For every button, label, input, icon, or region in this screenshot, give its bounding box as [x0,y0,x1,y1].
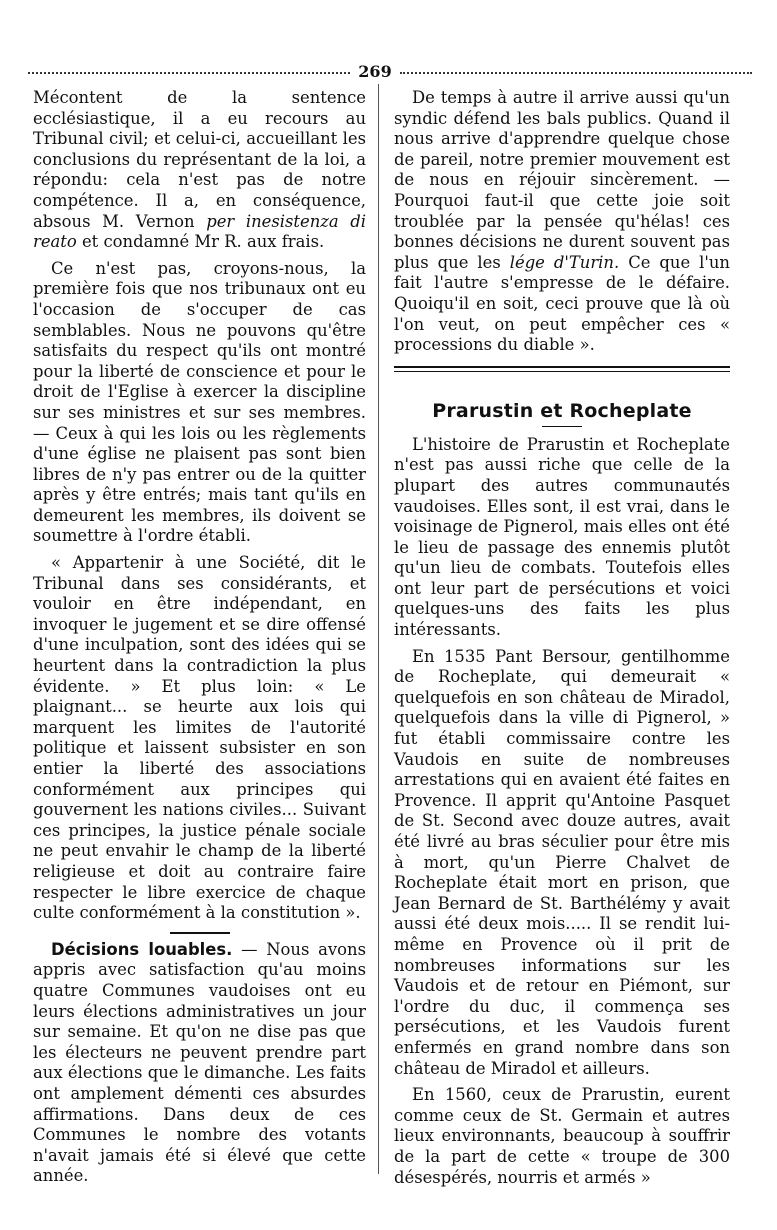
article-separator [170,932,230,934]
article-paragraph: En 1560, ceux de Prarustin, eurent comme ceux de St. Germain et autres lieux environnants, beaucoup à souffrir de la part de cette « troupe de 300 désespérés, nourris et armés » [394,1085,730,1187]
header-ornament-right [400,72,752,74]
article-paragraph: Ce n'est pas, croyons-nous, la première fois que nos tribunaux ont eu l'occasion de s'occuper de cas semblables. Nous ne pouvons qu'être satisfaits du respect qu'ils ont montré pour la liberté de conscience et pour le droit de l'Eglise à exercer la discipline sur ses ministres et sur ses membres. — Ceux à qui les lois ou les règlements d'une église ne plaisent pas sont bien libres de n'y pas entrer ou de la quitter après y être entrés; mais tant qu'ils en demeurent les membres, ils doivent se soumettre à l'ordre établi. [33,258,366,546]
article-paragraph: De temps à autre il arrive aussi qu'un syndic défend les bals publics. Quand il nous arrive d'apprendre quelque chose de pareil, notre premier mouvement est de nous en réjouir sincèrement. — Pourquoi faut-il que cette joie soit troublée par la pensée qu'hélas! ces bonnes décisions ne durent souvent pas plus que les lége d'Turin. Ce que l'un fait l'autre s'empresse de le défaire. Quoiqu'il en soit, ceci prouve que là où l'on veut, on peut empêcher ces « processions du diable ». [394,88,730,355]
runin-heading: Décisions louables. [51,939,233,959]
page-number: 269 [358,62,392,81]
header-ornament-left [28,72,350,74]
section-separator [394,366,730,372]
column-divider [378,84,379,1174]
article-paragraph: En 1535 Pant Bersour, gentilhomme de Rocheplate, qui demeurait « quelquefois en son château de Miradol, quelquefois dans la ville di Pignerol, » fut établi commissaire contre les Vaudois en suite de nombreuses arrestations qui en avaient été faites en Provence. Il apprit qu'Antoine Pasquet de St. Second avec douze autres, avait été livré au bras séculier pour être mis à mort, qu'un Pierre Chalvet de Rocheplate était mort en prison, que Jean Bernard de St. Barthélémy y avait aussi été deux mois..... Il se rendit lui-même en Provence où il prit de nombreuses informations sur les Vaudois et de retour en Piémont, sur l'ordre du duc, il commença ses persécutions, et les Vaudois furent enfermés en grand nombre dans son château de Miradol et ailleurs. [394,646,730,1078]
page-header [28,62,752,82]
article-paragraph: L'histoire de Prarustin et Rocheplate n'est pas aussi riche que celle de la plupart des autres communautés vaudoises. Elles sont, il est vrai, dans le voisinage de Pignerol, mais elles ont été le lieu de passage des ennemis plutôt qu'un lieu de combats. Toutefois elles ont leur part de persécutions et voici quelques-uns des faits les plus intéressants. [394,434,730,640]
left-column [33,88,366,1187]
title-underline [542,426,582,427]
article-paragraph: « Appartenir à une Société, dit le Tribunal dans ses considérants, et vouloir en être indépendant, en invoquer le jugement et se dire offensé d'une inculpation, sont des idées qui se heurtent dans la contradiction la plus évidente. » Et plus loin: « Le plaignant... se heurte aux lois qui marquent les limites de l'autorité politique et laissent subsister en son entier la liberté des associations conformément aux principes qui gouvernent les nations civiles... Suivant ces principes, la justice pénale sociale ne peut envahir le champ de la liberté religieuse et doit au contraire faire respecter le libre exercice de chaque culte conformément à la constitution ». [33,553,366,923]
article-paragraph: Décisions louables. — Nous avons appris avec satisfaction qu'au moins quatre Communes vaudoises ont eu leurs élections administratives un jour sur semaine. Et qu'on ne dise pas que les électeurs ne peuvent prendre part aux élections que le dimanche. Les faits ont amplement démenti ces absurdes affirmations. Dans deux de ces Communes le nombre des votants n'avait jamais été si élevé que cette année. [33,939,366,1186]
article-paragraph: Mécontent de la sentence ecclésiastique, il a eu recours au Tribunal civil; et celui-ci, accueillant les conclusions du représentant de la loi, a répondu: cela n'est pas de notre compétence. Il a, en conséquence, absous M. Vernon per inesistenza di reato et condamné Mr R. aux frais. [33,88,366,252]
section-title: Prarustin et Rocheplate [432,399,692,422]
right-column [394,88,730,1188]
